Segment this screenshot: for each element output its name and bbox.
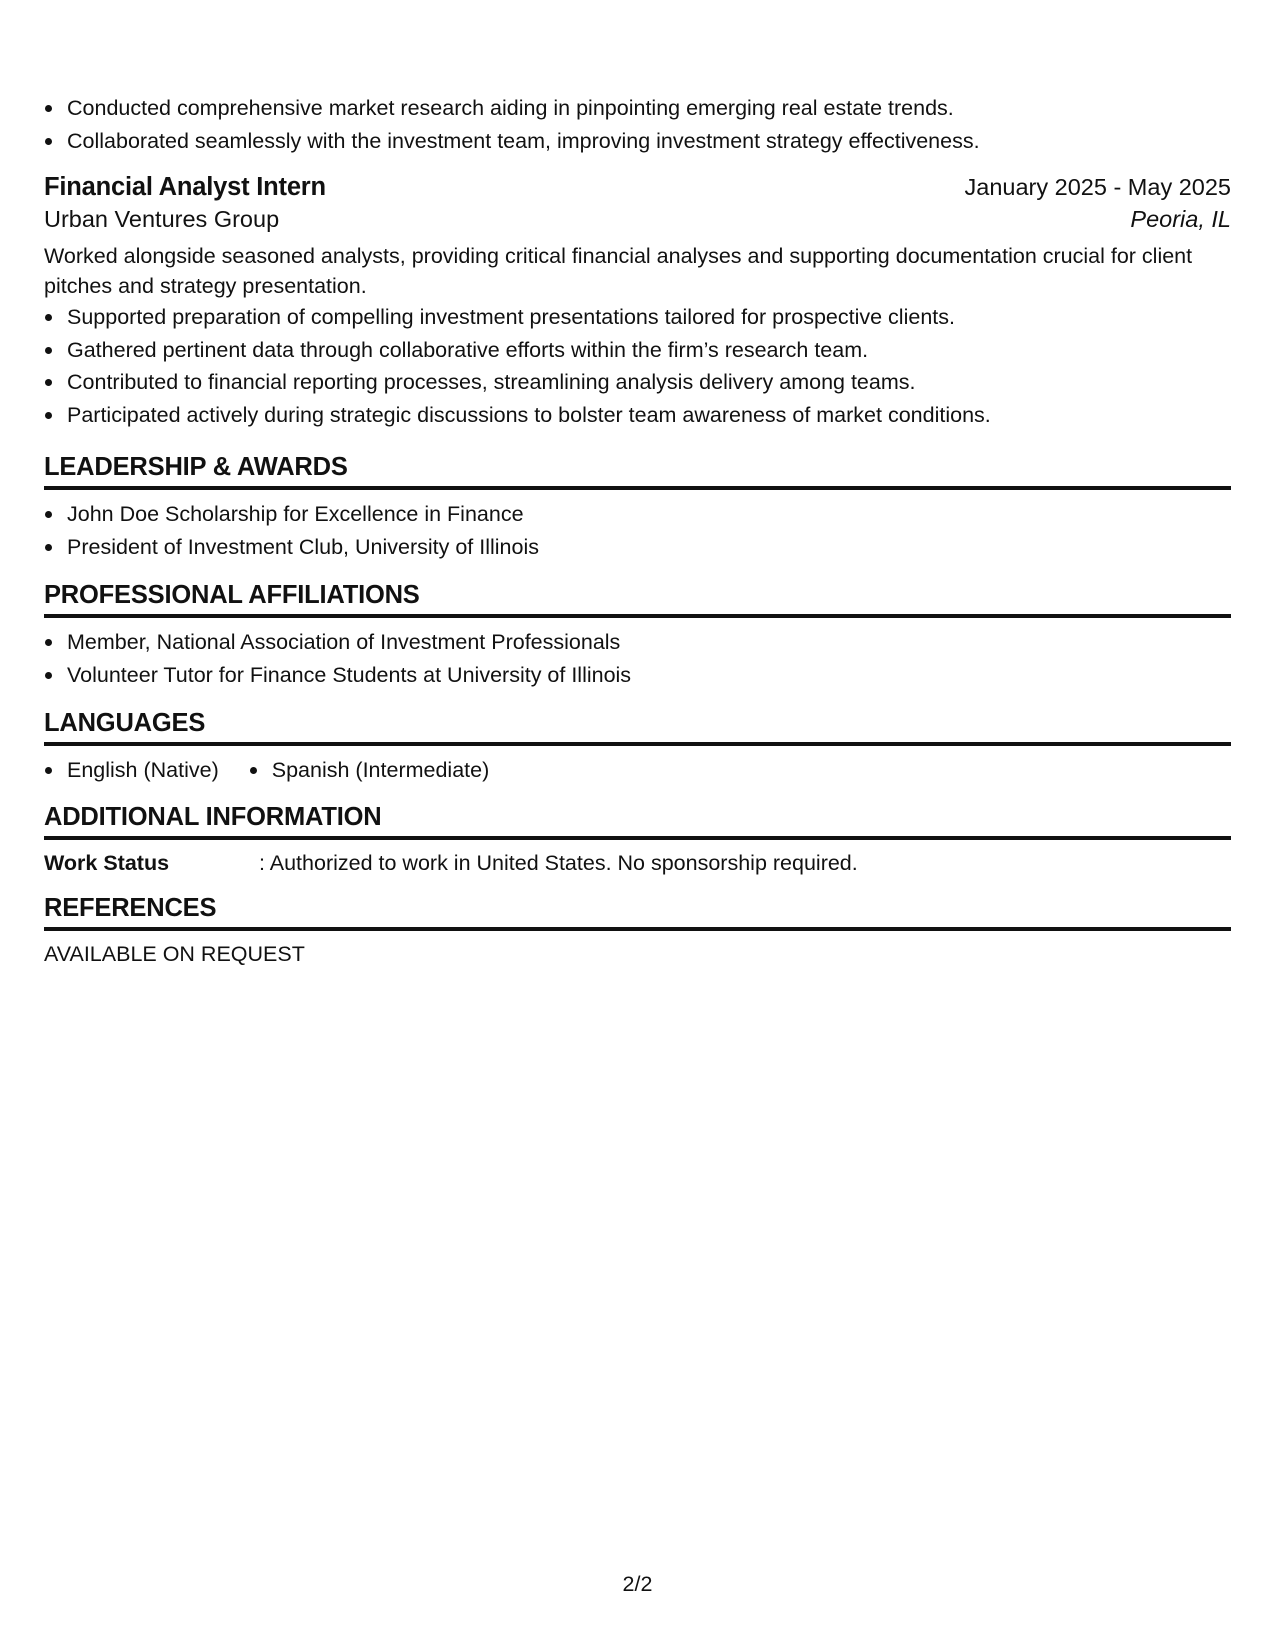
list-item: Member, National Association of Investment Professionals [44,626,1231,659]
job-entry [44,173,1231,431]
list-item: Spanish (Intermediate) [249,754,490,787]
list-item: John Doe Scholarship for Excellence in Finance [44,498,1231,531]
list-item: Contributed to financial reporting processes, streamlining analysis delivery among teams. [44,366,1231,399]
references-section [44,894,1231,969]
job-company: Urban Ventures Group [44,206,280,232]
resume-page [44,92,1231,969]
leadership-section [44,453,1231,563]
list-item: Conducted comprehensive market research aiding in pinpointing emerging real estate trends. [44,92,1231,125]
references-text: AVAILABLE ON REQUEST [44,941,305,966]
section-heading: LEADERSHIP & AWARDS [44,453,1231,490]
list-item: Collaborated seamlessly with the investment team, improving investment strategy effectiveness. [44,125,1231,158]
languages-section [44,709,1231,787]
affiliations-section [44,581,1231,691]
info-label: Work Status [44,850,170,875]
additional-info-section [44,803,1231,878]
previous-job-bullets [44,92,1231,157]
job-dates: January 2025 - May 2025 [964,174,1231,200]
job-description: Worked alongside seasoned analysts, providing critical financial analyses and supporting documentation crucial for client pitches and strategy presentation. [44,244,1193,298]
section-heading: PROFESSIONAL AFFILIATIONS [44,581,1231,618]
list-item: Supported preparation of compelling investment presentations tailored for prospective clients. [44,301,1231,334]
list-item: English (Native) [44,754,219,787]
list-item: Volunteer Tutor for Finance Students at University of Illinois [44,659,1231,692]
section-heading: LANGUAGES [44,709,1231,746]
info-value: : Authorized to work in United States. No sponsorship required. [259,850,858,875]
section-heading: ADDITIONAL INFORMATION [44,803,1231,840]
job-title: Financial Analyst Intern [44,173,326,201]
page-number: 2/2 [622,1572,653,1596]
list-item: President of Investment Club, University of Illinois [44,531,1231,564]
section-heading: REFERENCES [44,894,1231,931]
job-location: Peoria, IL [1130,206,1231,232]
list-item: Gathered pertinent data through collaborative efforts within the firm’s research team. [44,334,1231,367]
job-bullets [44,301,1231,431]
list-item: Participated actively during strategic discussions to bolster team awareness of market conditions. [44,399,1231,432]
